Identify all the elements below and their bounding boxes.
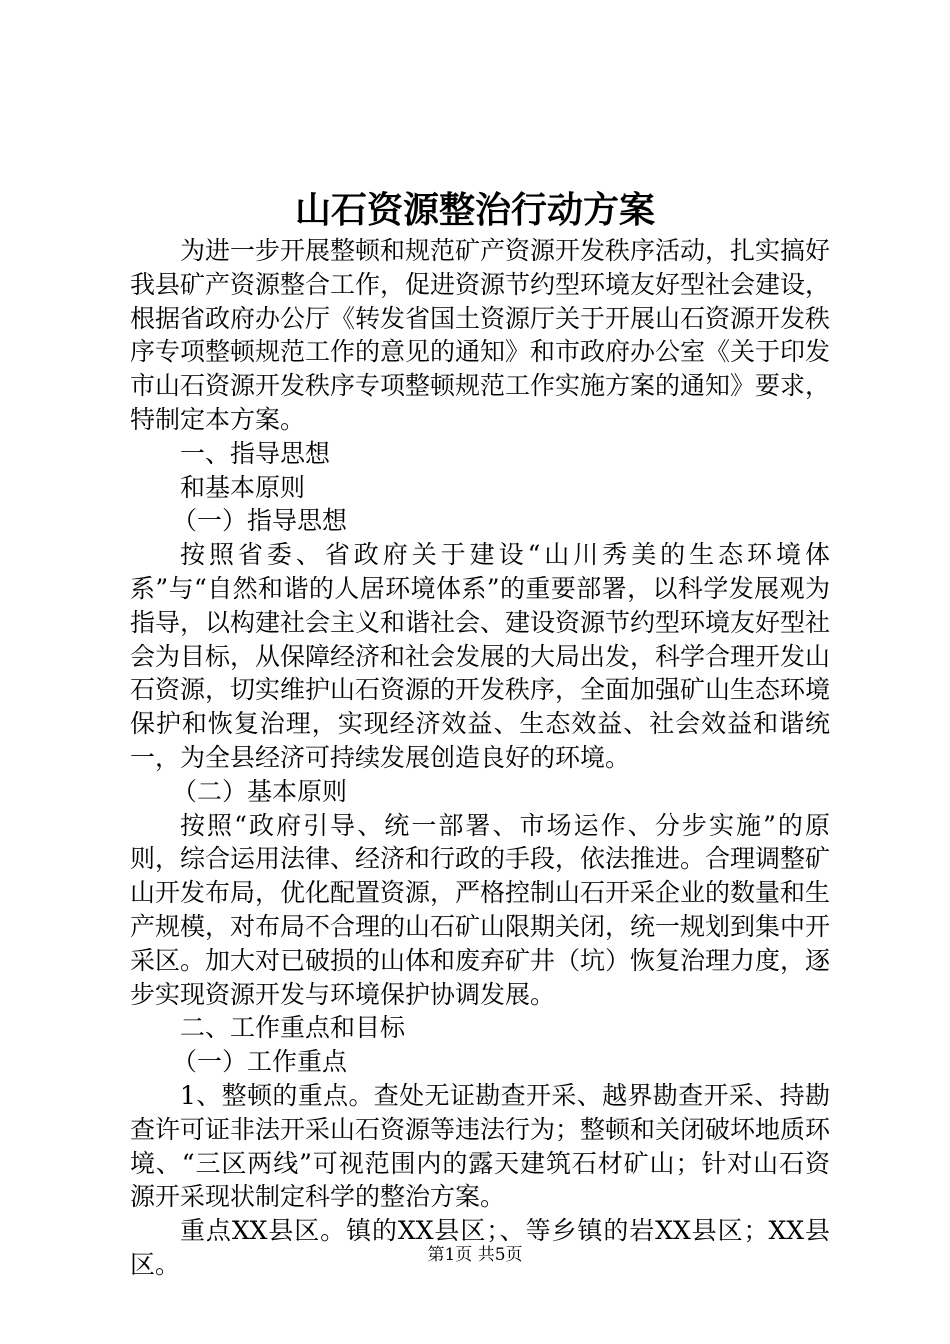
intro-paragraph: 为进一步开展整顿和规范矿产资源开发秩序活动，扎实搞好我县矿产资源整合工作，促进资源节约型环境友好型社会建设，根据省政府办公厅《转发省国土资源厅关于开展山石资源开发秩序专项整顿规范工作的意见的通知》和市政府办公室《关于印发市山石资源开发秩序专项整顿规范工作实施方案的通知》要求，特制定本方案。 (130, 236, 831, 434)
page-footer: 第1页 共5页 (427, 1245, 523, 1265)
key-areas-paragraph: 重点XX县区。镇的XX县区；、等乡镇的岩XX县区；XX县区。 (130, 1216, 830, 1279)
document-body (130, 234, 830, 1282)
section-heading-guiding-thought: 一、指导思想 (180, 438, 331, 468)
subsection-heading-basic-principles: （二）基本原则 (172, 776, 348, 806)
subsection-heading-guiding-thought: （一）指导思想 (172, 506, 348, 536)
subsection-heading-work-focus: （一）工作重点 (172, 1047, 348, 1077)
basic-principles-paragraph: 按照“政府引导、统一部署、市场运作、分步实施”的原则，综合运用法律、经济和行政的手段，依法推进。合理调整矿山开发布局，优化配置资源，严格控制山石开采企业的数量和生产规模，对布局不合理的山石矿山限期关闭，统一规划到集中开采区。加大对已破损的山体和废弃矿井（坑）恢复治理力度，逐步实现资源开发与环境保护协调发展。 (130, 810, 831, 1009)
guiding-thought-paragraph: 按照省委、省政府关于建设“山川秀美的生态环境体系”与“自然和谐的人居环境体系”的重要部署，以科学发展观为指导，以构建社会主义和谐社会、建设资源节约型环境友好型社会为目标，从保障经济和社会发展的大局出发，科学合理开发山石资源，切实维护山石资源的开发秩序，全面加强矿山生态环境保护和恢复治理，实现经济效益、生态效益、社会效益和谐统一，为全县经济可持续发展创造良好的环境。 (130, 540, 831, 772)
rectification-focus-paragraph: 1、整顿的重点。查处无证勘查开采、越界勘查开采、持勘查许可证非法开采山石资源等违法行为；整顿和关闭破坏地质环境、“三区两线”可视范围内的露天建筑石材矿山；针对山石资源开采现状制定科学的整治方案。 (130, 1080, 831, 1212)
section-heading-continuation: 和基本原则 (180, 472, 306, 502)
document-title: 山石资源整治行动方案 (294, 189, 655, 231)
section-heading-work-focus: 二、工作重点和目标 (180, 1013, 406, 1043)
